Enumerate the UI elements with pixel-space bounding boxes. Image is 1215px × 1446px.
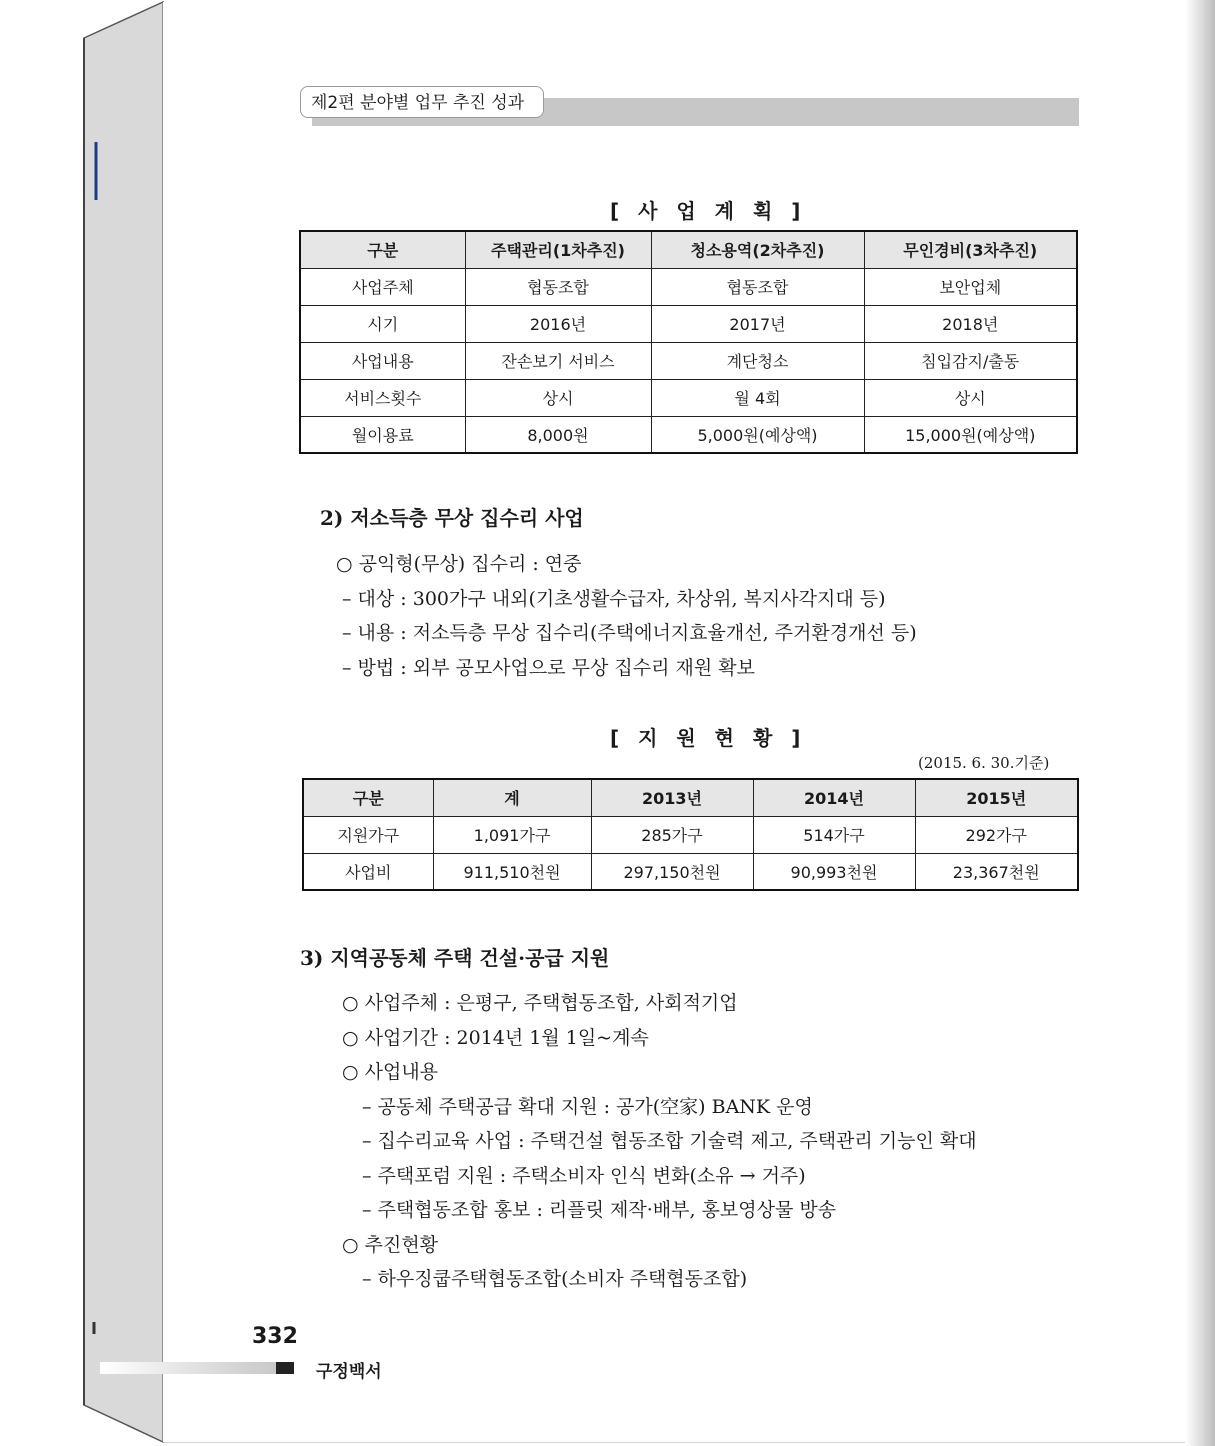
body-line: ○ 공익형(무상) 집수리 : 연중 (336, 553, 582, 575)
support-table-caption: [ 지 원 현 황 ] (610, 726, 807, 750)
table-cell: 침입감지/출동 (864, 342, 1077, 379)
table-cell: 2018년 (864, 305, 1077, 342)
footer-bar (100, 1362, 276, 1374)
table-cell: 514가구 (753, 816, 915, 853)
page-edge-shadow (1185, 0, 1215, 1446)
table-cell: 계단청소 (651, 342, 864, 379)
table-cell: 23,367천원 (915, 853, 1078, 890)
support-table-note: (2015. 6. 30.기준) (918, 754, 1050, 772)
body-line: ○ 사업기간 : 2014년 1월 1일~계속 (342, 1026, 649, 1049)
table-cell: 상시 (465, 379, 651, 416)
table-cell: 2016년 (465, 305, 651, 342)
body-line: – 주택협동조합 홍보 : 리플릿 제작·배부, 홍보영상물 방송 (362, 1199, 837, 1221)
table-cell: 시기 (300, 305, 465, 342)
table-header-cell: 무인경비(3차추진) (864, 231, 1077, 268)
table-header-cell: 2013년 (591, 779, 753, 816)
table-cell: 협동조합 (465, 268, 651, 305)
table-cell: 1,091가구 (433, 816, 591, 853)
table-cell: 90,993천원 (753, 853, 915, 890)
table-cell: 사업주체 (300, 268, 465, 305)
body-line: – 집수리교육 사업 : 주택건설 협동조합 기술력 제고, 주택관리 기능인 확대 (362, 1130, 977, 1152)
plan-table-caption: [ 사 업 계 획 ] (610, 199, 807, 223)
table-row (303, 853, 1078, 890)
table-header-cell: 2015년 (915, 779, 1078, 816)
table-cell: 사업비 (303, 853, 433, 890)
table-cell: 285가구 (591, 816, 753, 853)
table-header-cell: 2014년 (753, 779, 915, 816)
support-table (302, 778, 1079, 891)
table-header-row (303, 779, 1078, 816)
body-line: ○ 사업주체 : 은평구, 주택협동조합, 사회적기업 (342, 992, 738, 1014)
chapter-header: 제2편 분야별 업무 추진 성과 (300, 86, 544, 118)
table-row (300, 305, 1077, 342)
table-cell: 월이용료 (300, 416, 465, 453)
plan-table (299, 230, 1078, 454)
table-row (300, 379, 1077, 416)
section-3-title: 3) 지역공동체 주택 건설·공급 지원 (300, 946, 610, 970)
table-cell: 서비스횟수 (300, 379, 465, 416)
table-cell: 월 4회 (651, 379, 864, 416)
body-line: ○ 사업내용 (342, 1061, 439, 1083)
body-line: – 방법 : 외부 공모사업으로 무상 집수리 재원 확보 (342, 656, 755, 679)
body-line: – 하우징쿱주택협동조합(소비자 주택협동조합) (362, 1268, 748, 1290)
table-cell: 5,000원(예상액) (651, 416, 864, 453)
table-header-cell: 청소용역(2차추진) (651, 231, 864, 268)
table-cell: 292가구 (915, 816, 1078, 853)
body-line: ○ 추진현황 (342, 1233, 439, 1256)
table-header-cell: 주택관리(1차추진) (465, 231, 651, 268)
table-header-cell: 구분 (300, 231, 465, 268)
book-title: 구정백서 (316, 1362, 382, 1382)
section-2-title: 2) 저소득층 무상 집수리 사업 (320, 506, 584, 530)
body-line: – 주택포럼 지원 : 주택소비자 인식 변화(소유 → 거주) (362, 1164, 806, 1187)
footer-marker (276, 1362, 294, 1374)
table-row (303, 816, 1078, 853)
table-header-cell: 계 (433, 779, 591, 816)
body-line: – 공동체 주택공급 확대 지원 : 공가(空家) BANK 운영 (362, 1095, 813, 1118)
table-cell: 911,510천원 (433, 853, 591, 890)
table-row (300, 342, 1077, 379)
table-cell: 사업내용 (300, 342, 465, 379)
table-cell: 297,150천원 (591, 853, 753, 890)
body-line: – 내용 : 저소득층 무상 집수리(주택에너지효율개선, 주거환경개선 등) (342, 622, 917, 644)
table-row (300, 268, 1077, 305)
table-row (300, 416, 1077, 453)
table-cell: 2017년 (651, 305, 864, 342)
table-cell: 지원가구 (303, 816, 433, 853)
table-cell: 8,000원 (465, 416, 651, 453)
table-cell: 15,000원(예상액) (864, 416, 1077, 453)
body-line: – 대상 : 300가구 내외(기초생활수급자, 차상위, 복지사각지대 등) (342, 587, 886, 610)
table-cell: 상시 (864, 379, 1077, 416)
page-number: 332 (252, 1324, 298, 1349)
table-header-cell: 구분 (303, 779, 433, 816)
table-cell: 보안업체 (864, 268, 1077, 305)
table-cell: 잔손보기 서비스 (465, 342, 651, 379)
table-cell: 협동조합 (651, 268, 864, 305)
table-header-row (300, 231, 1077, 268)
